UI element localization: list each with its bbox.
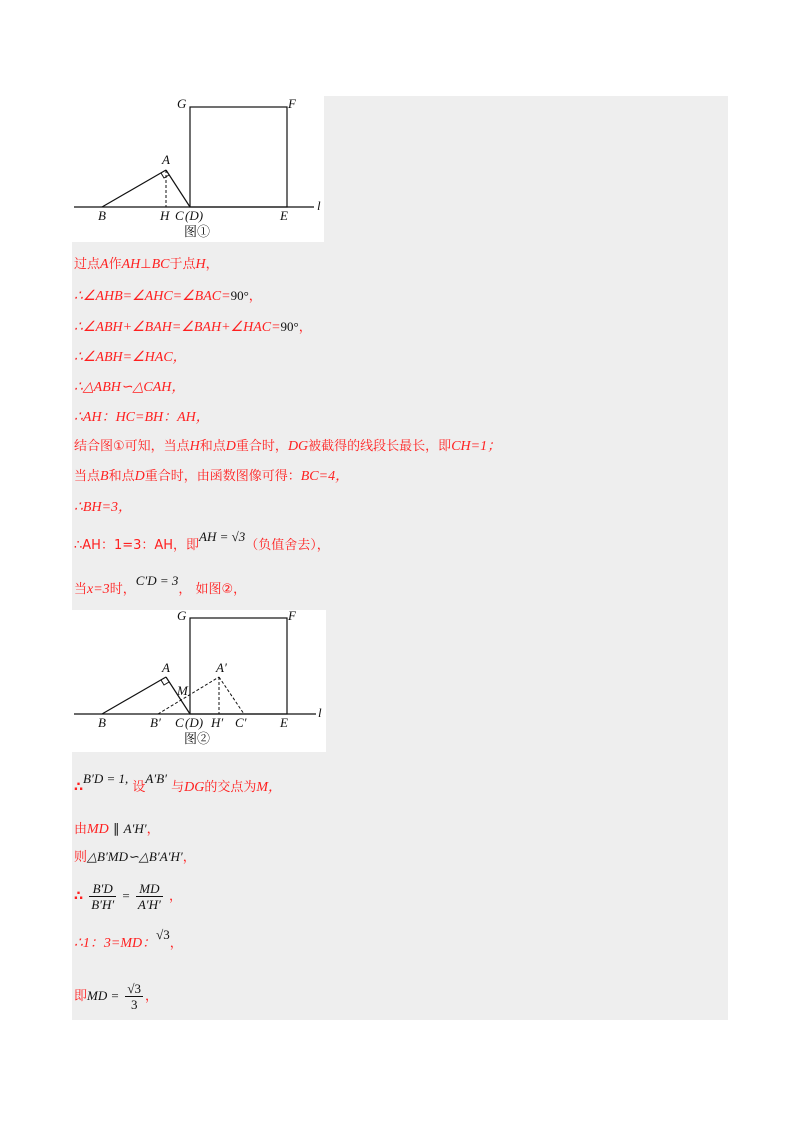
figure-1	[72, 96, 324, 242]
line-6: ∴AH：HC=BH：AH，	[74, 410, 210, 425]
figure-2-drawing	[72, 610, 326, 752]
fig2-label-d: (D)	[185, 715, 204, 730]
fig1-label-a: A	[162, 152, 170, 167]
line-5: ∴△ABH∽△CAH，	[74, 380, 186, 395]
fig2-label-h-prime: H′	[211, 715, 224, 730]
fig1-label-d: (D)	[185, 208, 204, 223]
fraction-bd-bh: $\frac{B'D}{B'H'}$	[91, 881, 115, 912]
solution-content	[72, 96, 728, 1020]
fraction-md-ah: $\frac{MD}{A'H'}$	[137, 881, 161, 912]
fig1-label-c: C	[175, 208, 184, 223]
fig2-label-g: G	[177, 610, 187, 623]
line-16: ∴1：3=MD：√3，	[74, 927, 183, 951]
fig2-label-l: l	[318, 705, 322, 720]
fig1-caption: 图①	[184, 224, 211, 239]
fig2-label-c-prime: C′	[235, 715, 247, 730]
fig2-label-c: C	[175, 715, 184, 730]
fig2-label-a: A	[162, 660, 170, 675]
fig2-label-a-prime: A′	[216, 660, 227, 675]
line-15: ∴ $\frac{B'D}{B'H'}$ = $\frac{MD}{A'H'}$ ，	[74, 881, 183, 912]
fig2-label-f: F	[288, 610, 296, 623]
line-14: 则△B′MD∽△B′A′H′，	[74, 849, 196, 865]
line-12: ∴B′D = 1, 设A′B′ 与DG的交点为M，	[74, 771, 283, 795]
fraction-sqrt3-3: $\frac{√3}{3}$	[127, 981, 142, 1012]
fig1-label-h: H	[160, 208, 170, 223]
line-11: 当x=3时，C′D = 3， 如图②，	[74, 573, 247, 597]
fig2-label-e: E	[280, 715, 288, 730]
fig2-label-b-prime: B′	[150, 715, 161, 730]
fig1-label-l: l	[317, 198, 321, 213]
line-9: ∴BH=3，	[74, 500, 133, 515]
line-7: 结合图①可知，当点H和点D重合时，DG被截得的线段长最长，即CH=1；	[74, 439, 502, 454]
line-13: 由MD ∥ A′H′，	[74, 821, 160, 837]
fig1-label-b: B	[98, 208, 106, 223]
figure-2	[72, 610, 326, 752]
fig2-caption: 图②	[184, 731, 211, 746]
line-3: ∴∠ABH+∠BAH=∠BAH+∠HAC=90°，	[74, 319, 312, 335]
line-17: 即MD = $\frac{√3}{3}$ ，	[74, 981, 159, 1012]
figure-1-drawing	[72, 96, 324, 242]
fig1-label-e: E	[280, 208, 288, 223]
fig2-label-b: B	[98, 715, 106, 730]
fig1-label-g: G	[177, 96, 187, 111]
line-10: ∴AH：1=3：AH，即AH = √3（负值舍去），	[74, 529, 330, 553]
fig1-label-f: F	[288, 96, 296, 111]
fig2-label-m: M	[177, 683, 188, 698]
line-8: 当点B和点D重合时，由函数图像可得：BC=4，	[74, 469, 350, 484]
line-2: ∴∠AHB=∠AHC=∠BAC=90°，	[74, 288, 262, 304]
line-4: ∴∠ABH=∠HAC，	[74, 350, 187, 365]
line-1: 过点A作AH⊥BC于点H，	[74, 257, 219, 272]
